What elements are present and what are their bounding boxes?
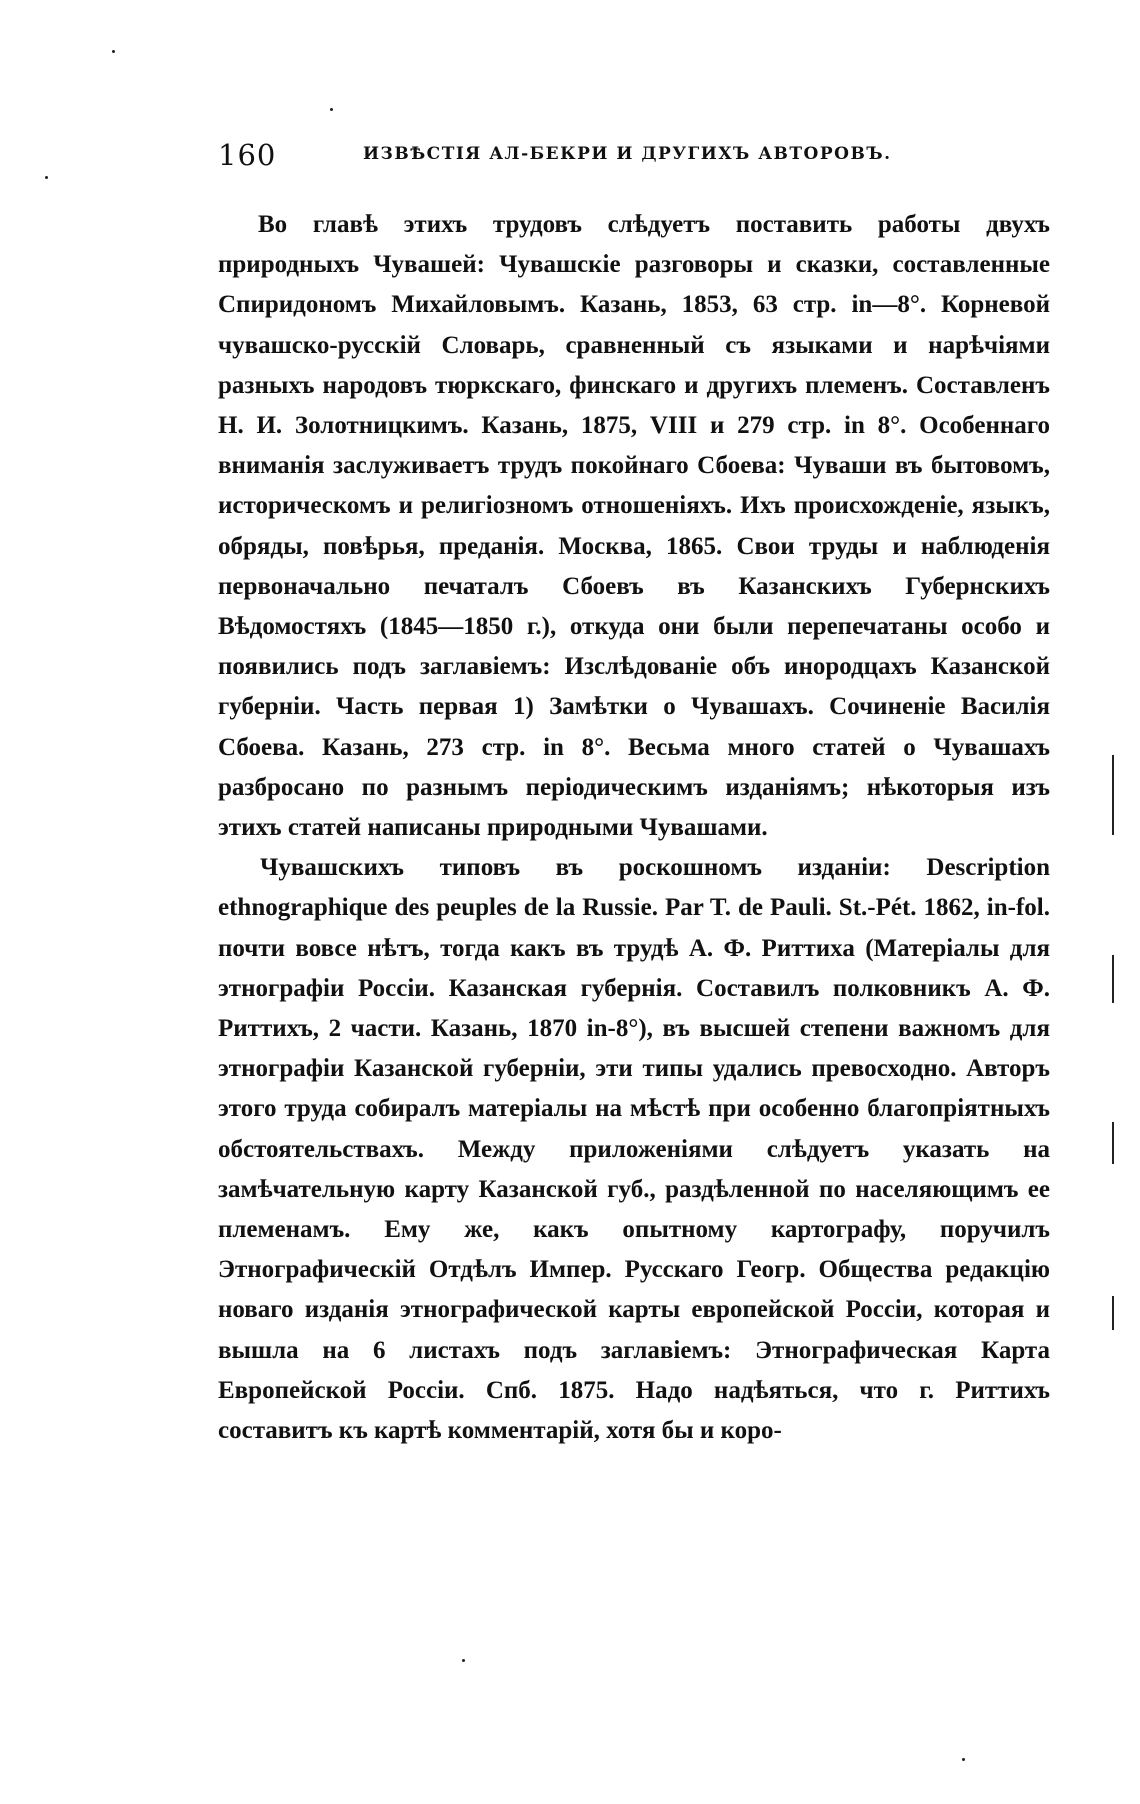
scan-speck [45,176,48,179]
scan-speck [330,108,333,111]
page-number: 160 [218,138,277,172]
scan-margin-bar [1112,1296,1114,1330]
paragraph: Во главѣ этихъ трудовъ слѣдуетъ поставить работы двухъ природныхъ Чувашей: Чувашскіе разговоры и сказки, составленные Спиридономъ Михайловымъ. Казань, 1853, 63 стр. in—8°. Корневой чувашско-русскій Словарь, сравненный съ языками и нарѣчіями разныхъ народовъ тюркскаго, финскаго и другихъ племенъ. Составленъ Н. И. Золотницкимъ. Казань, 1875, VIII и 279 стр. in 8°. Особеннаго вниманія заслуживаетъ трудъ покойнаго Сбоева: Чуваши въ бытовомъ, историческомъ и религіозномъ отношеніяхъ. Ихъ происхожденіе, языкъ, обряды, повѣрья, преданія. Москва, 1865. Свои труды и наблюденія первоначально печаталъ Сбоевъ въ Казанскихъ Губернскихъ Вѣдомостяхъ (1845—1850 г.), откуда они были перепечатаны особо и появились подъ заглавіемъ: Изслѣдованіе объ инородцахъ Казанской губерніи. Часть первая 1) Замѣтки о Чувашахъ. Сочиненіе Василія Сбоева. Казань, 273 стр. in 8°. Весьма много статей о Чувашахъ разбросано по разнымъ періодическимъ изданіямъ; нѣкоторыя изъ этихъ статей написаны природными Чувашами. [218,211,1050,842]
scan-margin-bar [1112,755,1114,835]
paragraph: Чувашскихъ типовъ въ роскошномъ изданіи: Description ethnographique des peuples de la Russie. Par T. de Pauli. St.-Pét. 1862, in-fol. почти вовсе нѣтъ, тогда какъ въ трудѣ А. Ф. Риттиха (Матеріалы для этнографіи Россіи. Казанская губернія. Составилъ полковникъ А. Ф. Риттихъ, 2 части. Казань, 1870 in-8°), въ высшей степени важномъ для этнографіи Казанской губерніи, эти типы удались превосходно. Авторъ этого труда собиралъ матеріалы на мѣстѣ при особенно благопріятныхъ обстоятельствахъ. Между приложеніями слѣдуетъ указать на замѣчательную карту Казанской губ., раздѣленной по населяющимъ ее племенамъ. Ему же, какъ опытному картографу, поручилъ Этнографическій Отдѣлъ Импер. Русскаго Геогр. Общества редакцію новаго изданія этнографической карты европейской Россіи, которая и вышла на 6 листахъ подъ заглавіемъ: Этнографическая Карта Европейской Россіи. Спб. 1875. Надо надѣяться, что г. Риттихъ составитъ къ картѣ комментарій, хотя бы и коро- [218,854,1050,1445]
scan-speck [112,50,115,53]
scan-margin-bar [1112,1122,1114,1164]
running-header [218,138,1068,178]
running-title: ИЗВѢСТІЯ АЛ-БЕКРИ И ДРУГИХЪ АВТОРОВЪ. [363,144,892,164]
scan-margin-bar [1112,955,1114,1003]
scan-speck [962,1758,965,1761]
scan-speck [462,1659,465,1662]
body-text [218,205,1050,1451]
